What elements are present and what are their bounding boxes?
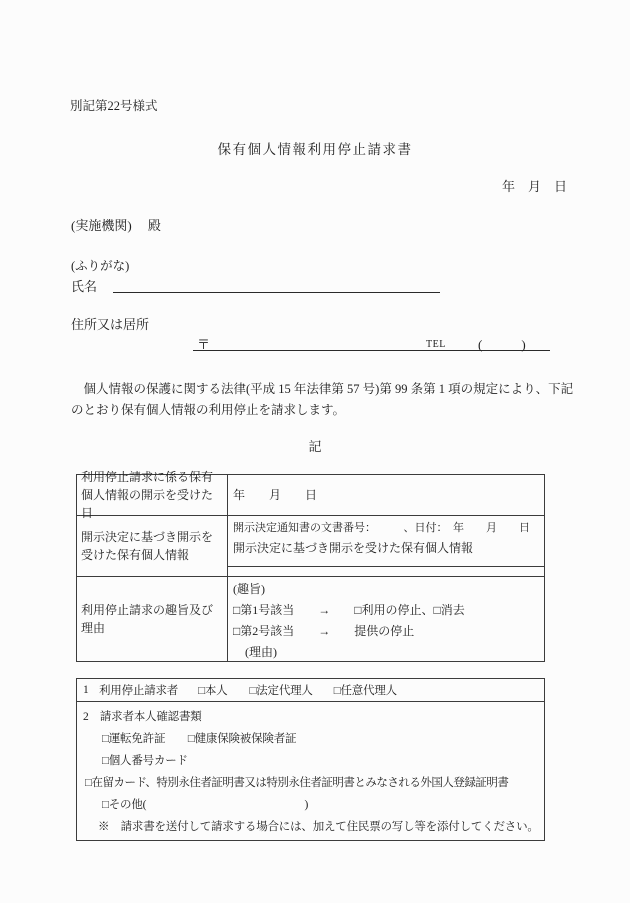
checkbox-line-mynumber-card: □個人番号カード bbox=[102, 755, 188, 767]
checkbox-option-voluntary-representative: □任意代理人 bbox=[333, 685, 397, 697]
body-line-2: のとおり保有個人情報の利用停止を請求します。 bbox=[71, 402, 346, 417]
disclosure-doc-number-line: 開示決定通知書の文書番号： 、日付： 年 月 日 bbox=[233, 522, 530, 534]
addressee-line: (実施機関) 殿 bbox=[71, 218, 161, 233]
postal-mark-icon: 〒 bbox=[197, 337, 211, 352]
checkbox-line-license-insurance: □運転免許証 □健康保険被保険者証 bbox=[102, 733, 297, 745]
row-label-purpose-reason: 利用停止請求の趣旨及び理由 bbox=[77, 577, 228, 661]
disclosed-info-line: 開示決定に基づき開示を受けた保有個人情報 bbox=[233, 541, 474, 555]
page-title: 保有個人情報利用停止請求書 bbox=[217, 142, 413, 157]
disclosure-date-value: 年 月 日 bbox=[233, 488, 318, 502]
checkbox-line-other: □その他( ) bbox=[102, 799, 309, 811]
name-label: 氏名 bbox=[71, 279, 98, 294]
body-line-1: 個人情報の保護に関する法律(平成 15 年法律第 57 号)第 99 条第 1 項の規定により、下記 bbox=[71, 382, 574, 396]
date-field: 年 月 日 bbox=[501, 179, 567, 194]
identity-documents-heading: 2 請求者本人確認書類 bbox=[83, 711, 202, 723]
checkbox-line-item2: □第2号該当 → 提供の停止 bbox=[233, 624, 415, 638]
table-row bbox=[77, 515, 544, 576]
table-row bbox=[77, 576, 544, 661]
empty-sub-row bbox=[228, 566, 544, 576]
section-mark: 記 bbox=[308, 439, 322, 454]
checkbox-line-residence-card: □在留カード、特別永住者証明書又は特別永住者証明書とみなされる外国人登録証明書 bbox=[85, 777, 509, 789]
checkbox-option-self: □本人 bbox=[198, 685, 228, 697]
table-row bbox=[77, 470, 544, 520]
item-number-1: 1 bbox=[83, 684, 89, 696]
address-label: 住所又は居所 bbox=[71, 317, 150, 332]
request-detail-table bbox=[76, 470, 545, 662]
checkbox-line-item1: □第1号該当 → □利用の停止、□消去 bbox=[233, 603, 465, 617]
reason-header: (理由) bbox=[233, 645, 277, 659]
form-number: 別記第22号様式 bbox=[70, 99, 158, 113]
mailing-note: ※ 請求書を送付して請求する場合には、加えて住民票の写し等を添付してください。 bbox=[98, 821, 539, 833]
requester-info-table bbox=[76, 678, 545, 841]
identity-documents-row bbox=[77, 702, 544, 840]
requester-type-label: 利用停止請求者 bbox=[99, 685, 179, 697]
furigana-label: (ふりがな) bbox=[71, 259, 130, 273]
row-label-disclosure-date: 利用停止請求に係る保有個人情報の開示を受けた日 bbox=[77, 475, 228, 515]
row-label-disclosed-info: 開示決定に基づき開示を受けた保有個人情報 bbox=[77, 516, 228, 576]
name-field-underline bbox=[113, 292, 440, 293]
requester-type-row bbox=[77, 679, 544, 702]
purpose-header: (趣旨) bbox=[233, 582, 265, 596]
body-paragraph bbox=[71, 379, 573, 420]
checkbox-option-legal-representative: □法定代理人 bbox=[249, 685, 313, 697]
tel-label: TEL bbox=[426, 339, 446, 350]
tel-field-parens: ( ) bbox=[478, 337, 526, 352]
